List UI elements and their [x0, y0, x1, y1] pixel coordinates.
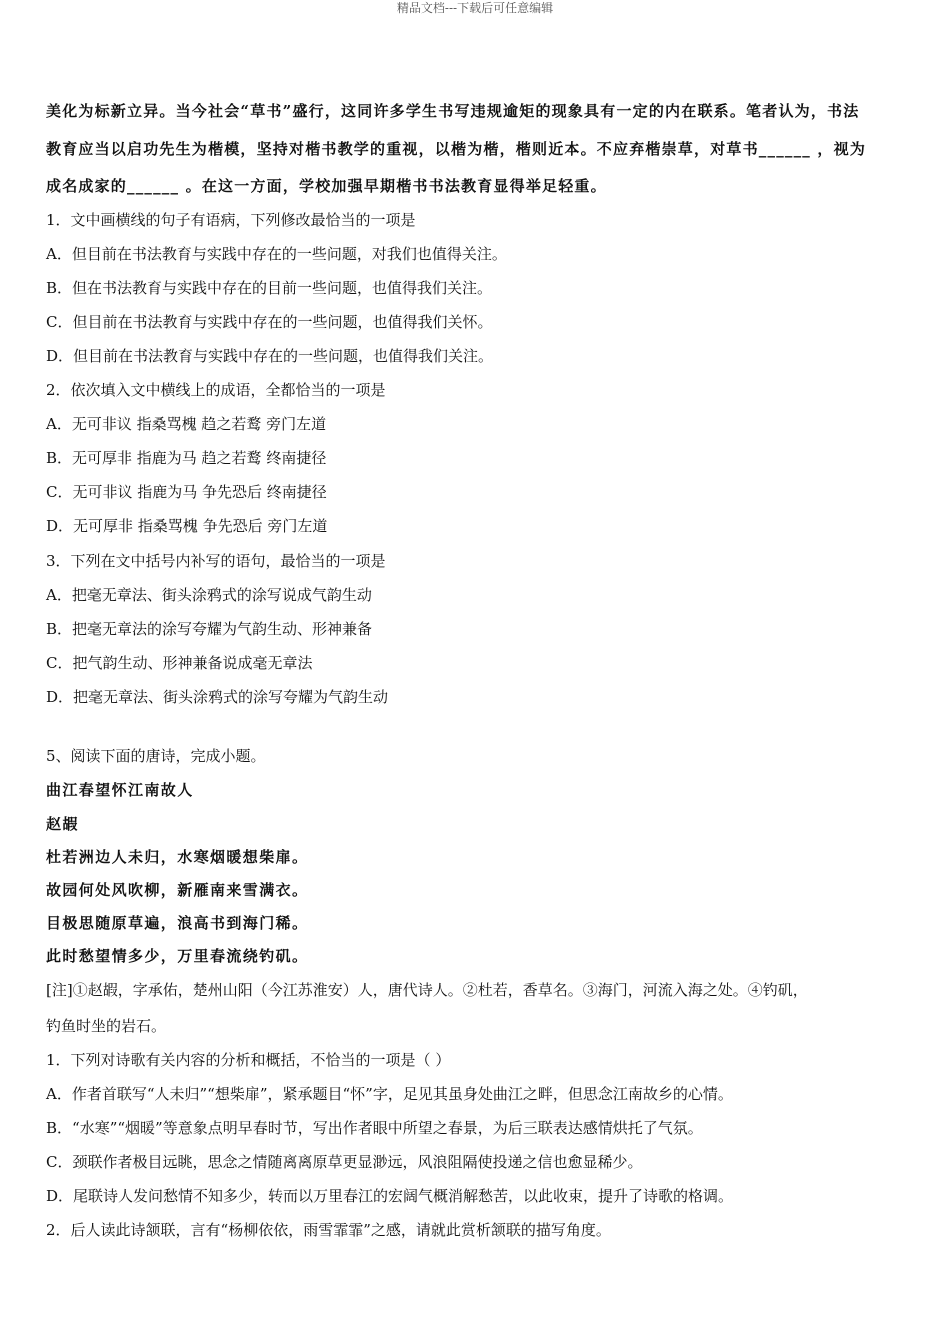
question-2-option-c: C．无可非议 指鹿为马 争先恐后 终南捷径 — [46, 483, 327, 501]
question-2-option-b: B．无可厚非 指鹿为马 趋之若鹜 终南捷径 — [46, 449, 327, 467]
question-1-option-d: D．但目前在书法教育与实践中存在的一些问题，也值得我们关注。 — [46, 347, 494, 365]
question-2-stem: 2．依次填入文中横线上的成语，全都恰当的一项是 — [46, 381, 386, 399]
poem-note-line-1: [注]①赵嘏，字承佑，楚州山阳（今江苏淮安）人，唐代诗人。②杜若，香草名。③海门，河流入海之处。④钓矶， — [46, 981, 808, 999]
question-3-stem: 3．下列在文中括号内补写的语句，最恰当的一项是 — [46, 552, 386, 570]
passage-line-2: 教育应当以启功先生为楷模，坚持对楷书教学的重视，以楷为楷，楷则近本。不应弃楷崇草，对草书______ ，视为 — [46, 140, 867, 158]
section-5-intro: 5、阅读下面的唐诗，完成小题。 — [46, 747, 266, 765]
question-3-option-a: A．把毫无章法、街头涂鸦式的涂写说成气韵生动 — [46, 586, 372, 604]
section-5-question-1-stem: 1．下列对诗歌有关内容的分析和概括，不恰当的一项是（ ） — [46, 1051, 451, 1069]
poem-line-3: 目极思随原草遍，浪高书到海门稀。 — [46, 914, 309, 932]
poem-line-1: 杜若洲边人未归，水寒烟暖想柴扉。 — [46, 848, 309, 866]
section-5-question-1-option-a: A．作者首联写“人未归”“想柴扉”，紧承题目“怀”字，足见其虽身处曲江之畔，但思念江南故乡的心情。 — [46, 1085, 733, 1103]
page-header: 精品文档---下载后可任意编辑 — [396, 1, 554, 15]
poem-title: 曲江春望怀江南故人 — [46, 781, 194, 799]
question-2-option-d: D．无可厚非 指桑骂槐 争先恐后 旁门左道 — [46, 517, 328, 535]
question-3-option-c: C．把气韵生动、形神兼备说成毫无章法 — [46, 654, 313, 672]
passage-line-1: 美化为标新立异。当今社会“草书”盛行，这同许多学生书写违规逾矩的现象具有一定的内在联系。笔者认为，书法 — [46, 102, 860, 120]
section-5-question-1-option-d: D．尾联诗人发问愁情不知多少，转而以万里春江的宏阔气概消解愁苦，以此收束，提升了诗歌的格调。 — [46, 1187, 734, 1205]
poem-line-4: 此时愁望情多少，万里春流绕钓矶。 — [46, 947, 309, 965]
poem-line-2: 故园何处风吹柳，新雁南来雪满衣。 — [46, 881, 309, 899]
question-1-option-b: B．但在书法教育与实践中存在的目前一些问题，也值得我们关注。 — [46, 279, 493, 297]
section-5-question-2-stem: 2．后人读此诗颔联，言有“杨柳依依，雨雪霏霏”之感，请就此赏析颔联的描写角度。 — [46, 1221, 611, 1239]
question-1-option-c: C．但目前在书法教育与实践中存在的一些问题，也值得我们关怀。 — [46, 313, 493, 331]
question-2-option-a: A．无可非议 指桑骂槐 趋之若鹜 旁门左道 — [46, 415, 327, 433]
question-3-option-d: D．把毫无章法、街头涂鸦式的涂写夸耀为气韵生动 — [46, 688, 389, 706]
question-3-option-b: B．把毫无章法的涂写夸耀为气韵生动、形神兼备 — [46, 620, 373, 638]
section-5-question-1-option-b: B．“水寒”“烟暖”等意象点明早春时节，写出作者眼中所望之春景，为后三联表达感情烘托了气氛。 — [46, 1119, 703, 1137]
passage-line-3: 成名成家的______ 。在这一方面，学校加强早期楷书书法教育显得举足轻重。 — [46, 177, 607, 195]
poem-note-line-2: 钓鱼时坐的岩石。 — [46, 1017, 167, 1035]
question-1-stem: 1．文中画横线的句子有语病，下列修改最恰当的一项是 — [46, 211, 416, 229]
poem-author: 赵嘏 — [46, 815, 79, 833]
question-1-option-a: A．但目前在书法教育与实践中存在的一些问题，对我们也值得关注。 — [46, 245, 507, 263]
section-5-question-1-option-c: C．颈联作者极目远眺，思念之情随离离原草更显渺远，风浪阻隔使投递之信也愈显稀少。 — [46, 1153, 643, 1171]
